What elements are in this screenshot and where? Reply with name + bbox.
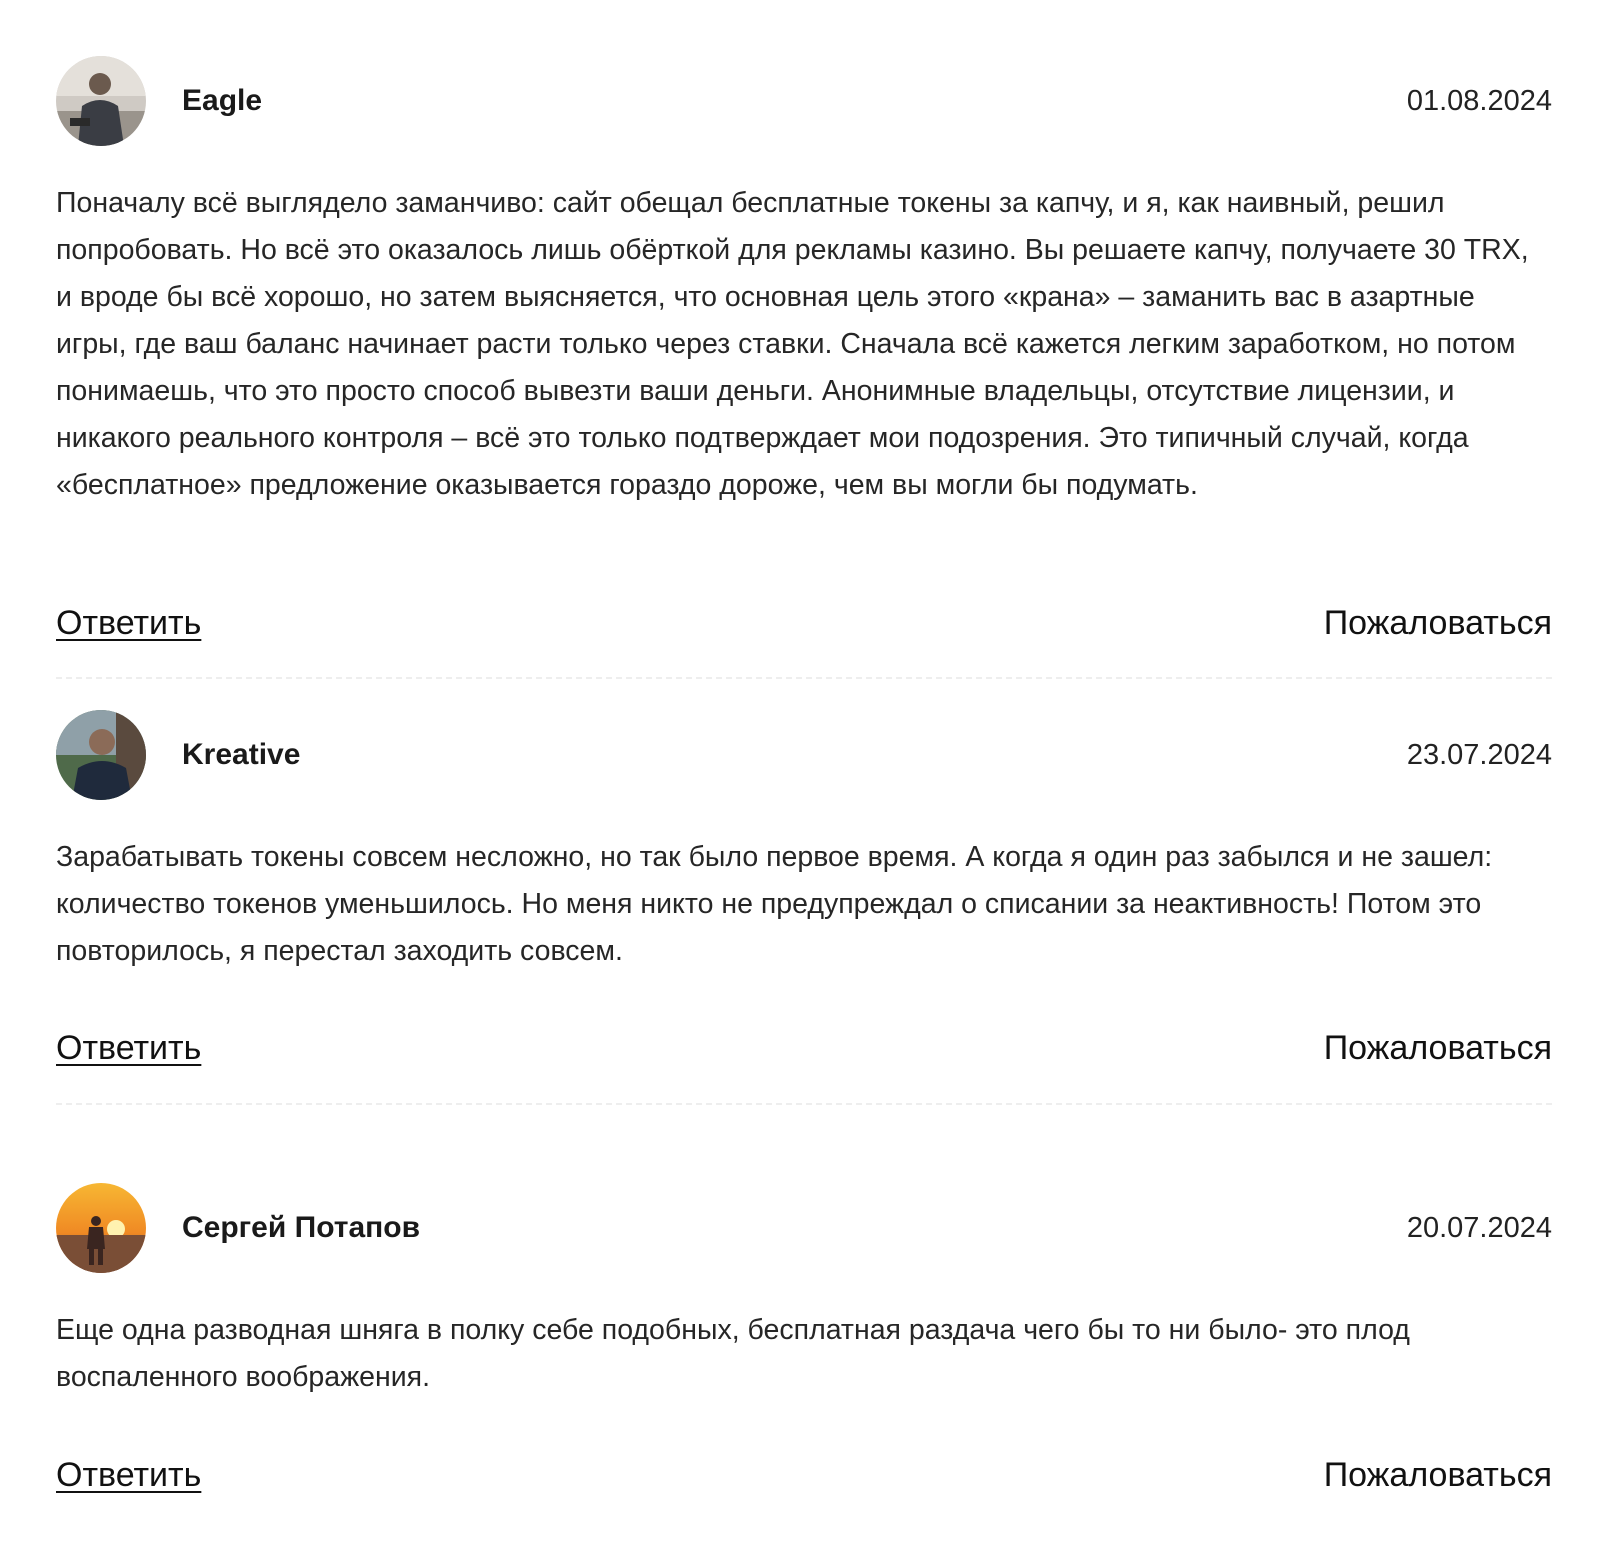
comment-actions [56,1023,1552,1073]
avatar[interactable] [56,56,146,146]
comment-date: 01.08.2024 [1406,85,1552,117]
reply-link[interactable]: Ответить [56,1029,202,1067]
comment-date: 20.07.2024 [1406,1212,1552,1244]
comment-actions [56,1450,1552,1500]
reply-link[interactable]: Ответить [56,604,202,642]
comment-text: Зарабатывать токены совсем несложно, но так было первое время. А когда я один раз забылся и не зашел: количество токенов уменьшилось. Но меня никто не предупреждал о списании за неактивность! Потом это повторилось, я перестал заходить совсем. [56,841,1493,967]
comment-header [56,1183,1552,1273]
comment-author: Kreative [182,738,301,771]
comment-date: 23.07.2024 [1406,739,1552,771]
reply-link[interactable]: Ответить [56,1456,202,1494]
complain-link[interactable]: Пожаловаться [1323,604,1552,642]
complain-link[interactable]: Пожаловаться [1323,1456,1552,1494]
comment-text: Еще одна разводная шняга в полку себе подобных, бесплатная раздача чего бы то ни было- это плод воспаленного воображения. [56,1314,1410,1393]
comment-item [56,1183,1552,1494]
comment-actions [56,598,1552,648]
comment-author: Сергей Потапов [182,1211,421,1244]
avatar[interactable] [56,1183,146,1273]
complain-link[interactable]: Пожаловаться [1323,1029,1552,1067]
comment-item [56,710,1552,1067]
comment-header [56,710,1552,800]
comment-divider [56,1103,1552,1105]
comment-divider [56,677,1552,679]
comment-header [56,56,1552,146]
comment-item [56,56,1552,642]
comment-text: Поначалу всё выглядело заманчиво: сайт обещал бесплатные токены за капчу, и я, как наивный, решил попробовать. Но всё это оказалось лишь обёрткой для рекламы казино. Вы решаете капчу, получаете 30 TRX, и вроде бы всё хорошо, но затем выясняется, что основная цель этого «крана» – заманить вас в азартные игры, где ваш баланс начинает расти только через ставки. Сначала всё кажется легким заработком, но потом понимаешь, что это просто способ вывезти ваши деньги. Анонимные владельцы, отсутствие лицензии, и никакого реального контроля – всё это только подтверждает мои подозрения. Это типичный случай, когда «бесплатное» предложение оказывается гораздо дороже, чем вы могли бы подумать. [56,187,1529,501]
avatar[interactable] [56,710,146,800]
comment-author: Eagle [182,84,263,117]
